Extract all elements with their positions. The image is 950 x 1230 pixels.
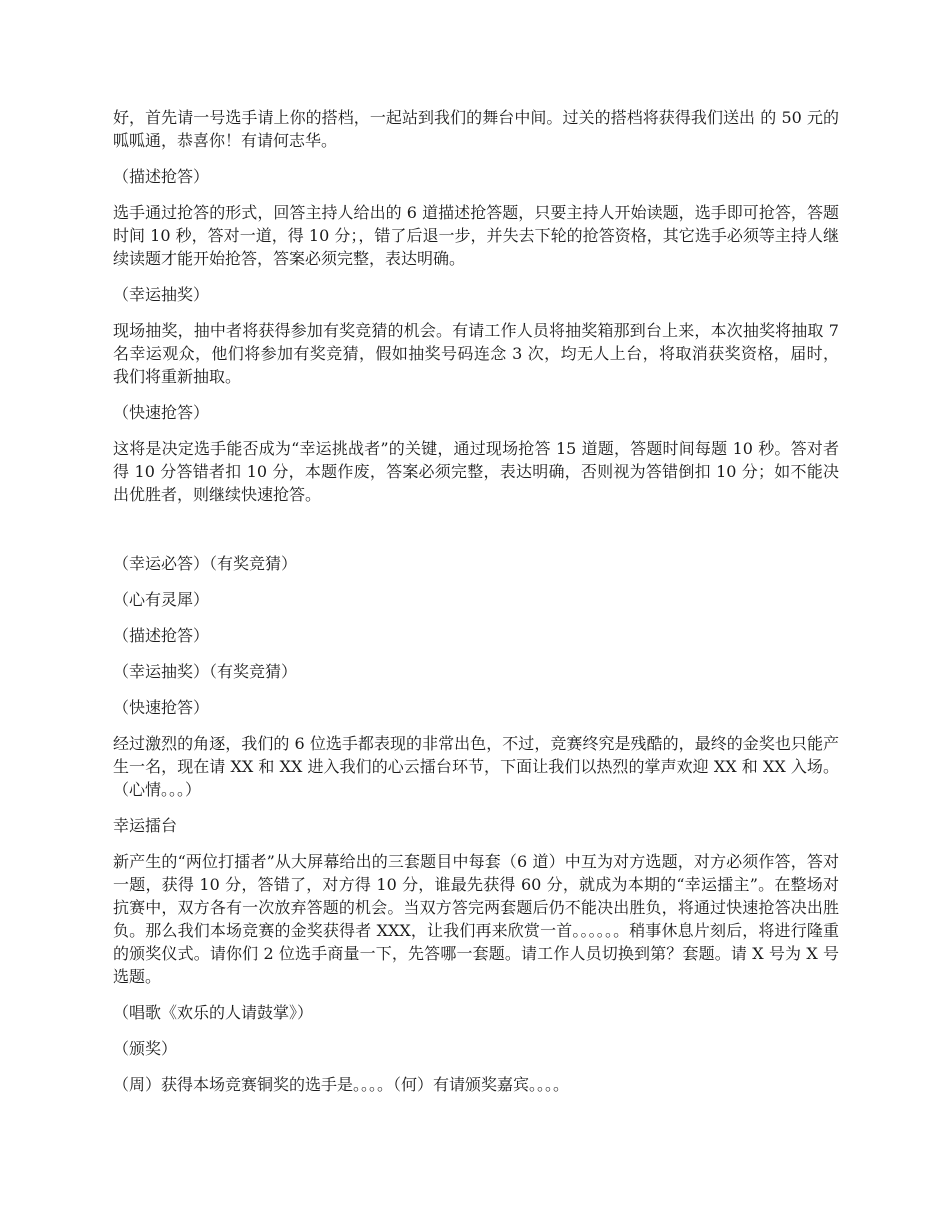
- paragraph-arena-rules: 新产生的“两位打擂者”从大屏幕给出的三套题目中每套（6 道）中互为对方选题，对方必须作答，答对一题，获得 10 分，答错了，对方得 10 分，谁最先获得 60 分，就成为本期的“幸运擂主”。在整场对抗赛中，双方各有一次放弃答题的机会。当双方答完两套题后仍不能决出胜负，将通过快速抢答决出胜负。那么我们本场竞赛的金奖获得者 XXX，让我们再来欣赏一首。。。。。。稍事休息片刻后，将进行隆重的颁奖仪式。请你们 2 位选手商量一下，先答哪一套题。请工作人员切换到第？套题。请 X 号为 X 号选题。: [113, 852, 839, 986]
- section-heading-lucky-arena: 幸运擂台: [113, 816, 178, 835]
- section-heading-describe-answer: （描述抢答）: [113, 167, 210, 186]
- section-heading-describe-answer-2: （描述抢答）: [113, 626, 210, 645]
- section-heading-heart-to-heart: （心有灵犀）: [113, 590, 210, 609]
- paragraph-describe-rules: 选手通过抢答的形式，回答主持人给出的 6 道描述抢答题，只要主持人开始读题，选手即可抢答，答题时间 10 秒，答对一道，得 10 分；，错了后退一步，并失去下轮的抢答资格，其它选手必须等主持人继续读题才能开始抢答，答案必须完整，表达明确。: [113, 203, 839, 268]
- paragraph-quick-answer: 这将是决定选手能否成为“幸运挑战者”的关键，通过现场抢答 15 道题，答题时间每题 10 秒。答对者得 10 分答错者扣 10 分，本题作废，答案必须完整，表达明确，否则视为答错倒扣 10 分；如不能决出优胜者，则继续快速抢答。: [113, 439, 839, 504]
- section-heading-song: （唱歌《欢乐的人请鼓掌》）: [113, 1003, 314, 1022]
- paragraph-intro: 好，首先请一号选手请上你的搭档，一起站到我们的舞台中间。过关的搭档将获得我们送出 的 50 元的呱呱通，恭喜你！有请何志华。: [113, 108, 839, 150]
- paragraph-final-intro: 经过激烈的角逐，我们的 6 位选手都表现的非常出色，不过，竞赛终究是残酷的，最终的金奖也只能产生一名，现在请 XX 和 XX 进入我们的心云擂台环节，下面让我们以热烈的掌声欢迎 XX 和 XX 入场。（心情。。。）: [113, 734, 839, 799]
- section-heading-lucky-draw: （幸运抽奖）: [113, 285, 210, 304]
- section-heading-lucky-draw-2: （幸运抽奖）（有奖竞猜）: [113, 662, 298, 681]
- document-page: [113, 106, 839, 1096]
- section-heading-awards: （颁奖）: [113, 1039, 178, 1058]
- paragraph-lucky-draw: 现场抽奖，抽中者将获得参加有奖竞猜的机会。有请工作人员将抽奖箱那到台上来，本次抽奖将抽取 7 名幸运观众，他们将参加有奖竞猜，假如抽奖号码连念 3 次，均无人上台，将取消获奖资格，届时， 我们将重新抽取。: [113, 321, 839, 386]
- section-heading-quick-answer: （快速抢答）: [113, 403, 210, 422]
- section-heading-lucky-required: （幸运必答）（有奖竞猜）: [113, 554, 298, 573]
- section-heading-quick-answer-2: （快速抢答）: [113, 698, 210, 717]
- paragraph-bronze-award: （周）获得本场竞赛铜奖的选手是。。。。（何）有请颁奖嘉宾。。。。: [113, 1075, 570, 1094]
